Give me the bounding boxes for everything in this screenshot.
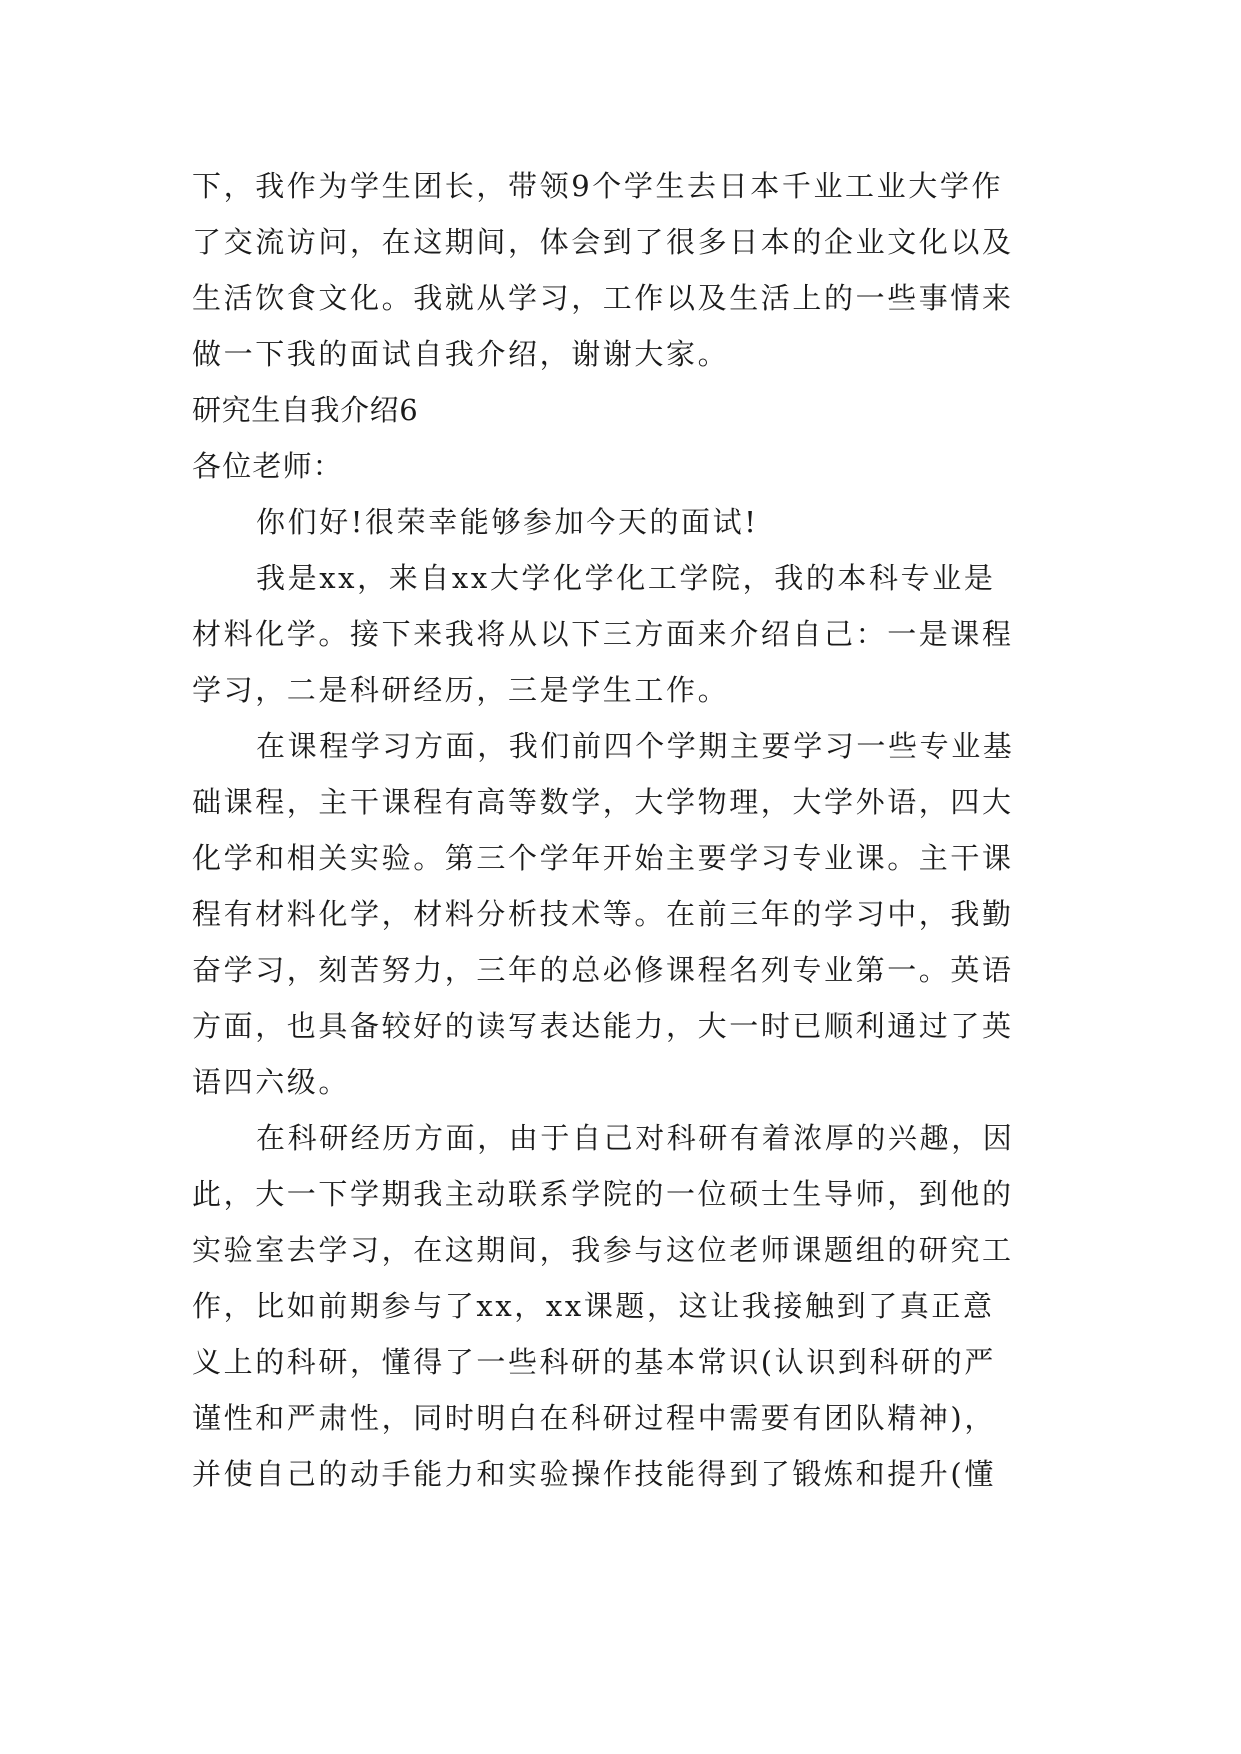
text-line: 我是xx，来自xx大学化学化工学院，我的本科专业是 <box>256 561 996 595</box>
text-line: 程有材料化学，材料分析技术等。在前三年的学习中，我勤 <box>192 897 1014 931</box>
text-line: 义上的科研，懂得了一些科研的基本常识(认识到科研的严 <box>192 1345 996 1379</box>
text-line: 下，我作为学生团长，带领9个学生去日本千业工业大学作 <box>192 169 1004 203</box>
text-line: 奋学习，刻苦努力，三年的总必修课程名列专业第一。英语 <box>192 953 1014 987</box>
text-line: 并使自己的动手能力和实验操作技能得到了锻炼和提升(懂 <box>192 1457 996 1491</box>
text-line: 生活饮食文化。我就从学习，工作以及生活上的一些事情来 <box>192 281 1014 315</box>
text-line: 方面，也具备较好的读写表达能力，大一时已顺利通过了英 <box>192 1009 1014 1043</box>
text-line: 础课程，主干课程有高等数学，大学物理，大学外语，四大 <box>192 785 1014 819</box>
text-line: 了交流访问，在这期间，体会到了很多日本的企业文化以及 <box>192 225 1014 259</box>
text-line: 谨性和严肃性，同时明白在科研过程中需要有团队精神)， <box>192 1401 996 1435</box>
text-line: 材料化学。接下来我将从以下三方面来介绍自己：一是课程 <box>192 617 1014 651</box>
text-line: 学习，二是科研经历，三是学生工作。 <box>192 673 730 707</box>
text-line: 语四六级。 <box>192 1065 351 1099</box>
section-heading: 研究生自我介绍6 <box>192 393 419 427</box>
text-line: 在科研经历方面，由于自己对科研有着浓厚的兴趣，因 <box>256 1121 1015 1155</box>
text-line: 做一下我的面试自我介绍，谢谢大家。 <box>192 337 730 371</box>
text-line: 你们好!很荣幸能够参加今天的面试! <box>256 505 759 539</box>
document-body <box>192 158 1052 1502</box>
text-line: 在课程学习方面，我们前四个学期主要学习一些专业基 <box>256 729 1015 763</box>
text-line: 作，比如前期参与了xx，xx课题，这让我接触到了真正意 <box>192 1289 995 1323</box>
text-line: 此，大一下学期我主动联系学院的一位硕士生导师，到他的 <box>192 1177 1014 1211</box>
text-line: 化学和相关实验。第三个学年开始主要学习专业课。主干课 <box>192 841 1014 875</box>
text-line: 实验室去学习，在这期间，我参与这位老师课题组的研究工 <box>192 1233 1014 1267</box>
salutation: 各位老师： <box>192 449 344 483</box>
